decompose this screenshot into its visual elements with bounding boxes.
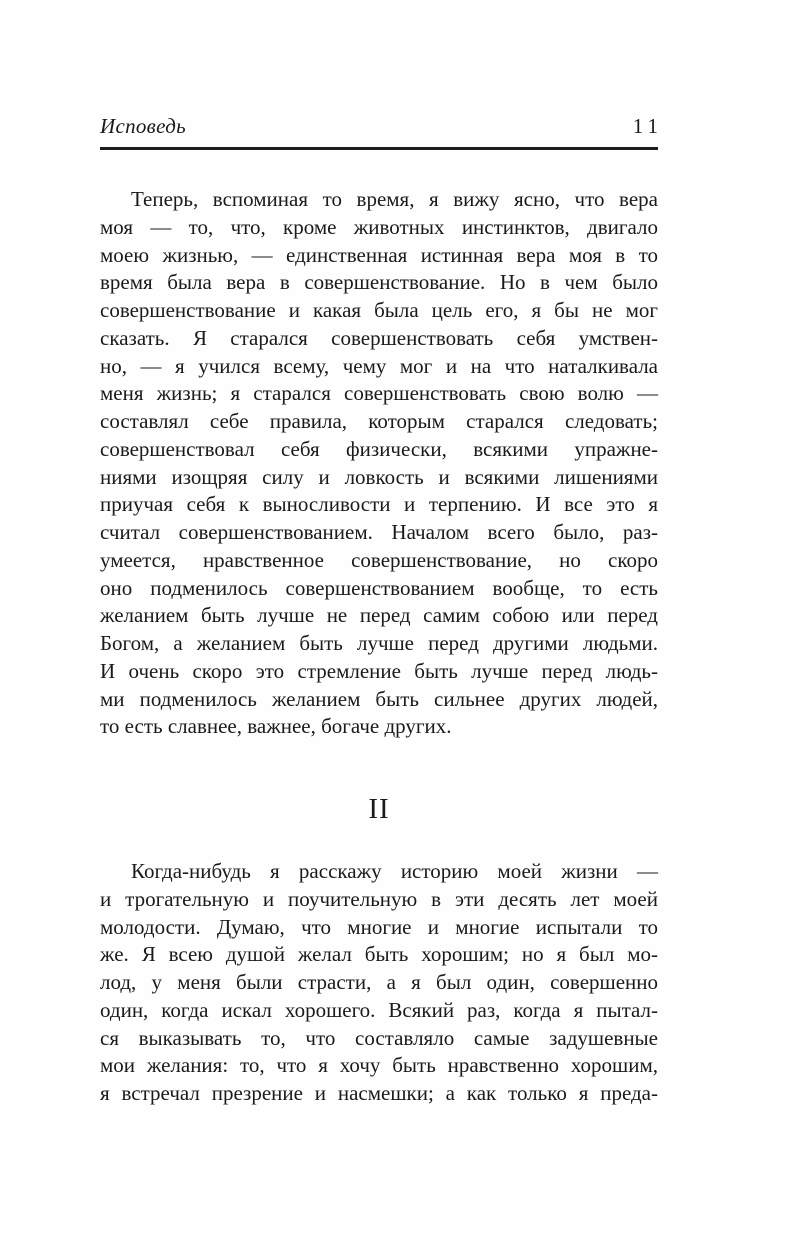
text-line: Теперь, вспоминая то время, я вижу ясно, что вера xyxy=(131,187,658,211)
text-line: ми подменилось желанием быть сильнее других людей, xyxy=(100,686,658,711)
text-line: составлял себе правила, которым старался следовать; xyxy=(100,409,658,433)
text-line: но, — я учился всему, чему мог и на что наталкивала xyxy=(100,353,658,378)
section-heading: II xyxy=(368,793,390,825)
text-line: то есть славнее, важнее, богаче других. xyxy=(100,714,452,739)
text-line: я встречал презрение и насмешки; а как только я преда- xyxy=(100,1081,658,1105)
text-line: совершенствовал себя физически, всякими упражне- xyxy=(100,436,658,461)
text-line: мои желания: то, что я хочу быть нравственно хорошим, xyxy=(100,1053,658,1078)
text-line: же. Я всею душой желал быть хорошим; но я был мо- xyxy=(100,942,658,967)
text-line: лод, у меня были страсти, а я был один, совершенно xyxy=(100,970,658,994)
text-line: умеется, нравственное совершенствование, но скоро xyxy=(100,547,658,572)
text-line: ниями изощряя силу и ловкость и всякими лишениями xyxy=(100,464,658,489)
text-line: ся выказывать то, что составляло самые задушевные xyxy=(100,1025,658,1050)
text-line: Богом, а желанием быть лучше перед другими людьми. xyxy=(100,631,658,655)
header-rule xyxy=(100,147,658,150)
page-number: 11 xyxy=(632,114,663,138)
text-line: приучая себя к выносливости и терпению. И все это я xyxy=(100,492,658,517)
paragraph-1 xyxy=(100,186,658,741)
text-line: молодости. Думаю, что многие и многие испытали то xyxy=(100,914,658,939)
page-header xyxy=(100,114,663,139)
text-line: считал совершенствованием. Началом всего было, раз- xyxy=(100,520,658,544)
text-line: оно подменилось совершенствованием вообще, то есть xyxy=(100,575,658,600)
running-head: Исповедь xyxy=(100,114,186,138)
text-line: меня жизнь; я старался совершенствовать свою волю — xyxy=(100,381,658,406)
text-line: один, когда искал хорошего. Всякий раз, когда я пытал- xyxy=(100,997,658,1022)
text-line: желанием быть лучше не перед самим собою или перед xyxy=(100,603,658,628)
text-line: время была вера в совершенствование. Но в чем было xyxy=(100,270,658,295)
text-line: И очень скоро это стремление быть лучше перед людь- xyxy=(100,658,658,683)
text-line: и трогательную и поучительную в эти десять лет моей xyxy=(100,886,658,911)
text-line: сказать. Я старался совершенствовать себя умствен- xyxy=(100,325,658,350)
text-line: совершенствование и какая была цель его, я бы не мог xyxy=(100,298,658,322)
text-line: Когда-нибудь я расскажу историю моей жизни — xyxy=(131,859,658,883)
paragraph-2 xyxy=(100,858,658,1108)
text-line: моя — то, что, кроме животных инстинктов, двигало xyxy=(100,214,658,239)
text-line: моею жизнью, — единственная истинная вера моя в то xyxy=(100,242,658,267)
